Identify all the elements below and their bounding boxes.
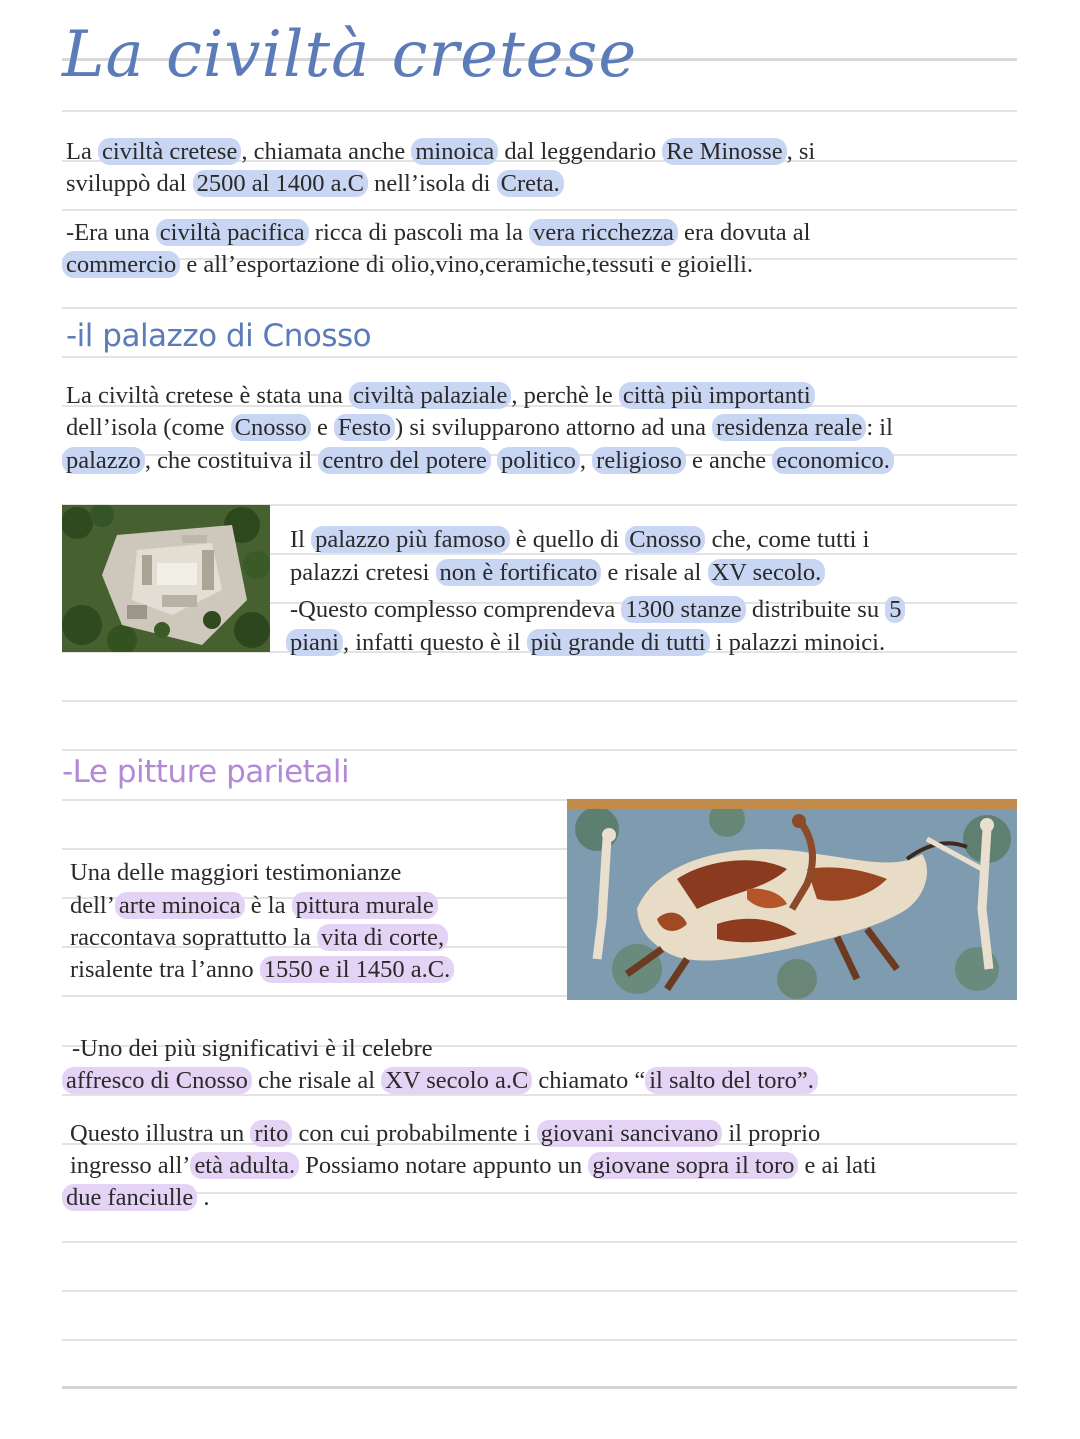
cnosso-paragraph-line-1: Il palazzo più famoso è quello di Cnosso che, come tutti i: [290, 526, 870, 553]
cnosso-paragraph-line-4: piani , infatti questo è il più grande di tutti i palazzi minoici.: [286, 627, 885, 659]
ruled-line: [62, 1290, 1017, 1292]
affresco-paragraph-line-1: -Uno dei più significativi è il celebre: [72, 1035, 433, 1062]
rito-paragraph-line-3: due fanciulle .: [62, 1182, 209, 1214]
pitture-paragraph-line-3: raccontava soprattutto la vita di corte,: [70, 922, 448, 954]
pitture-paragraph-line-4: risalente tra l’anno 1550 e il 1450 a.C.: [70, 954, 454, 986]
ruled-line: [62, 110, 1017, 112]
page-title: La civiltà cretese: [62, 18, 638, 92]
affresco-salto-del-toro-photo: [567, 799, 1017, 1000]
ruled-line: [62, 1386, 1017, 1389]
section-heading-pitture: -Le pitture parietali: [62, 754, 350, 790]
intro-line-1: La civiltà cretese , chiamata anche minoica dal leggendario Re Minosse , si: [66, 138, 816, 165]
ruled-line: [62, 700, 1017, 702]
palazzo-paragraph-line-1: La civiltà cretese è stata una civiltà palaziale , perchè le città più importanti: [66, 380, 815, 412]
affresco-paragraph-line-2: affresco di Cnosso che risale al XV secolo a.C chiamato “ il salto del toro”.: [62, 1065, 818, 1097]
cnosso-paragraph-line-2: palazzi cretesi non è fortificato e risale al XV secolo.: [290, 557, 825, 589]
palazzo-di-cnosso-photo: [62, 505, 270, 652]
ruled-line: [62, 356, 1017, 358]
ruled-line: [62, 749, 1017, 751]
intro-line-2: sviluppò dal 2500 al 1400 a.C nell’isola di Creta.: [66, 168, 564, 200]
palazzo-paragraph-line-2: dell’isola (come Cnosso e Festo ) si svilupparono attorno ad una residenza reale : il: [66, 414, 893, 441]
cnosso-paragraph-line-3: -Questo complesso comprendeva 1300 stanze distribuite su 5: [290, 594, 905, 626]
palazzo-paragraph-line-3: palazzo , che costituiva il centro del potere politico , religioso e anche economico.: [62, 445, 894, 477]
section-heading-palazzo: -il palazzo di Cnosso: [66, 318, 372, 354]
ruled-line: [62, 209, 1017, 211]
intro-line-3: -Era una civiltà pacifica ricca di pascoli ma la vera ricchezza era dovuta al: [66, 219, 811, 246]
rito-paragraph-line-2: ingresso all’ età adulta. Possiamo notare appunto un giovane sopra il toro e ai lati: [70, 1152, 877, 1179]
intro-line-4: commercio e all’esportazione di olio,vino,ceramiche,tessuti e gioielli.: [62, 249, 753, 281]
ruled-line: [62, 307, 1017, 309]
rito-paragraph-line-1: Questo illustra un rito con cui probabilmente i giovani sancivano il proprio: [70, 1120, 821, 1147]
ruled-line: [62, 1339, 1017, 1341]
pitture-paragraph-line-1: Una delle maggiori testimonianze: [70, 859, 402, 886]
ruled-line: [62, 1241, 1017, 1243]
pitture-paragraph-line-2: dell’ arte minoica è la pittura murale: [70, 890, 438, 922]
